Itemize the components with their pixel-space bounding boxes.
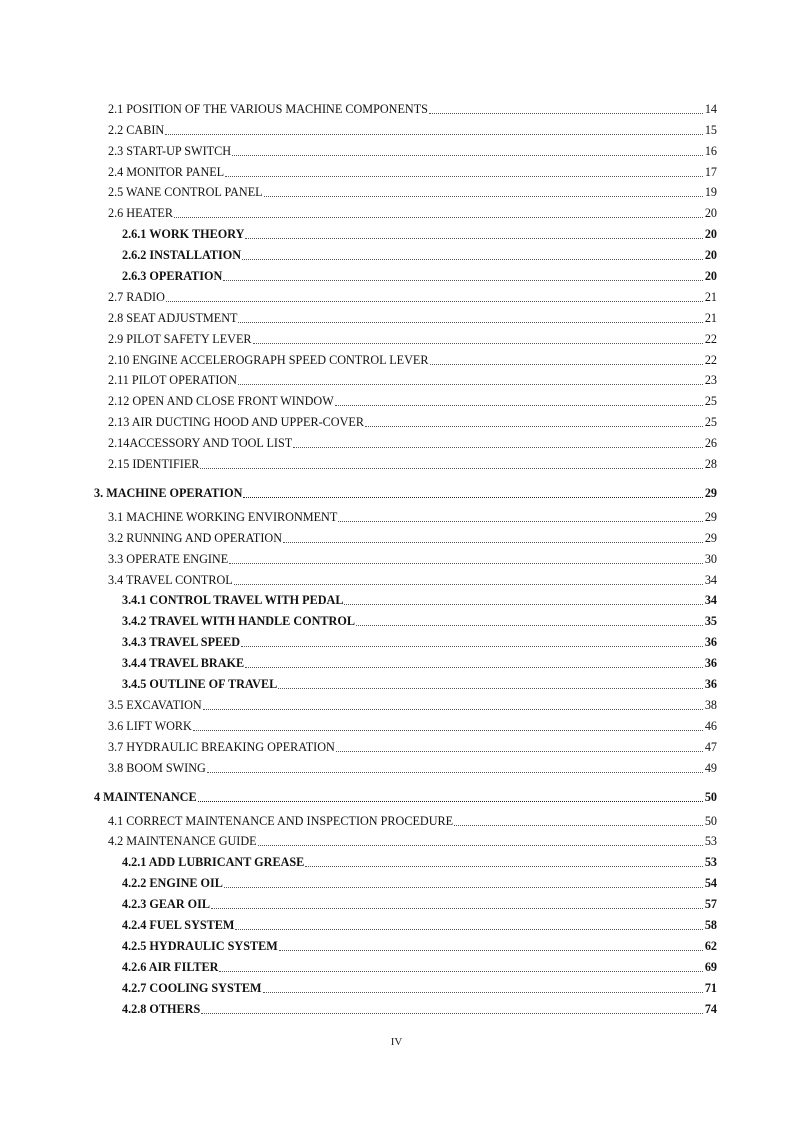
toc-entry-title: 4 MAINTENANCE xyxy=(94,789,197,804)
toc-entry-page-number: 35 xyxy=(704,614,717,629)
toc-entry-page-number: 58 xyxy=(704,917,717,932)
dot-leader xyxy=(242,259,703,260)
toc-entry-title: 4.2.4 FUEL SYSTEM xyxy=(122,917,235,932)
dot-leader xyxy=(207,772,703,773)
toc-section-entry[interactable] xyxy=(0,713,717,734)
toc-entry-page-number: 19 xyxy=(704,185,717,200)
toc-entry-title: 3.4.2 TRAVEL WITH HANDLE CONTROL xyxy=(122,614,355,629)
toc-entry-page-number: 20 xyxy=(704,269,717,284)
dot-leader xyxy=(234,584,703,585)
toc-section-entry[interactable] xyxy=(0,388,717,409)
toc-entry-title: 3.4.5 OUTLINE OF TRAVEL xyxy=(122,677,278,692)
toc-entry-page-number: 71 xyxy=(704,980,717,995)
toc-entry-title: 3.4 TRAVEL CONTROL xyxy=(108,572,233,587)
toc-entry-page-number: 69 xyxy=(704,959,717,974)
toc-subsection-entry[interactable] xyxy=(0,242,717,263)
toc-entry-title: 2.7 RADIO xyxy=(108,289,165,304)
toc-entry-title: 2.15 IDENTIFIER xyxy=(108,457,200,472)
dot-leader xyxy=(264,196,703,197)
toc-subsection-entry[interactable] xyxy=(0,221,717,242)
dot-leader xyxy=(193,730,703,731)
toc-subsection-entry[interactable] xyxy=(0,650,717,671)
toc-section-entry[interactable] xyxy=(0,96,717,117)
toc-entry-page-number: 53 xyxy=(704,855,717,870)
toc-entry-page-number: 62 xyxy=(704,938,717,953)
toc-entry-title: 4.1 CORRECT MAINTENANCE AND INSPECTION PROCEDURE xyxy=(108,813,454,828)
toc-entry-title: 3. MACHINE OPERATION xyxy=(94,486,243,501)
dot-leader xyxy=(344,604,702,605)
dot-leader xyxy=(238,322,702,323)
toc-entry-page-number: 29 xyxy=(704,530,717,545)
toc-entry-page-number: 17 xyxy=(704,164,717,179)
toc-entry-page-number: 50 xyxy=(704,813,717,828)
toc-entry-page-number: 34 xyxy=(704,593,717,608)
toc-entry-title: 2.13 AIR DUCTING HOOD AND UPPER-COVER xyxy=(108,415,364,430)
dot-leader xyxy=(356,625,703,626)
toc-entry-title: 2.9 PILOT SAFETY LEVER xyxy=(108,331,252,346)
dot-leader xyxy=(305,866,703,867)
page-number: IV xyxy=(390,1036,403,1048)
toc-section-entry[interactable] xyxy=(0,567,717,588)
toc-entry-title: 3.4.1 CONTROL TRAVEL WITH PEDAL xyxy=(122,593,344,608)
dot-leader xyxy=(279,950,703,951)
dot-leader xyxy=(166,301,703,302)
toc-entry-page-number: 20 xyxy=(704,248,717,263)
toc-section-entry[interactable] xyxy=(0,347,717,368)
toc-entry-title: 3.7 HYDRAULIC BREAKING OPERATION xyxy=(108,739,335,754)
toc-section-entry[interactable] xyxy=(0,368,717,389)
toc-section-entry[interactable] xyxy=(0,692,717,713)
toc-section-entry[interactable] xyxy=(0,829,717,850)
toc-section-entry[interactable] xyxy=(0,284,717,305)
toc-entry-page-number: 38 xyxy=(704,697,717,712)
toc-subsection-entry[interactable] xyxy=(0,912,717,933)
dot-leader xyxy=(336,751,703,752)
toc-entry-title: 3.4.4 TRAVEL BRAKE xyxy=(122,656,245,671)
dot-leader xyxy=(338,521,703,522)
dot-leader xyxy=(283,542,703,543)
dot-leader xyxy=(278,688,703,689)
toc-section-entry[interactable] xyxy=(0,305,717,326)
toc-entry-page-number: 22 xyxy=(704,352,717,367)
toc-section-entry[interactable] xyxy=(0,326,717,347)
dot-leader xyxy=(293,447,703,448)
toc-section-entry[interactable] xyxy=(0,525,717,546)
dot-leader xyxy=(201,1013,703,1014)
toc-entry-title: 4.2.2 ENGINE OIL xyxy=(122,876,223,891)
toc-subsection-entry[interactable] xyxy=(0,608,717,629)
toc-entry-title: 4.2.6 AIR FILTER xyxy=(122,959,219,974)
toc-entry-title: 3.2 RUNNING AND OPERATION xyxy=(108,530,283,545)
toc-entry-title: 2.10 ENGINE ACCELEROGRAPH SPEED CONTROL LEVER xyxy=(108,352,429,367)
toc-entry-title: 4.2.7 COOLING SYSTEM xyxy=(122,980,262,995)
toc-section-entry[interactable] xyxy=(0,117,717,138)
dot-leader xyxy=(429,113,703,114)
toc-entry-title: 2.4 MONITOR PANEL xyxy=(108,164,225,179)
toc-section-entry[interactable] xyxy=(0,200,717,221)
toc-subsection-entry[interactable] xyxy=(0,671,717,692)
toc-entry-page-number: 23 xyxy=(704,373,717,388)
dot-leader xyxy=(223,280,702,281)
dot-leader xyxy=(203,709,703,710)
toc-entry-title: 2.14ACCESSORY AND TOOL LIST xyxy=(108,436,293,451)
toc-subsection-entry[interactable] xyxy=(0,588,717,609)
toc-entry-page-number: 21 xyxy=(704,289,717,304)
dot-leader xyxy=(263,992,703,993)
toc-section-entry[interactable] xyxy=(0,504,717,525)
dot-leader xyxy=(454,825,703,826)
toc-section-entry[interactable] xyxy=(0,180,717,201)
toc-entry-page-number: 57 xyxy=(704,897,717,912)
toc-entry-title: 2.6.2 INSTALLATION xyxy=(122,248,242,263)
toc-entry-page-number: 22 xyxy=(704,331,717,346)
dot-leader xyxy=(200,468,702,469)
toc-entry-title: 3.8 BOOM SWING xyxy=(108,760,206,775)
toc-entry-title: 3.1 MACHINE WORKING ENVIRONMENT xyxy=(108,509,338,524)
toc-chapter-entry[interactable] xyxy=(0,475,717,501)
toc-subsection-entry[interactable] xyxy=(0,870,717,891)
toc-entry-page-number: 29 xyxy=(704,509,717,524)
toc-section-entry[interactable] xyxy=(0,430,717,451)
toc-section-entry[interactable] xyxy=(0,138,717,159)
toc-section-entry[interactable] xyxy=(0,808,717,829)
toc-section-entry[interactable] xyxy=(0,159,717,180)
dot-leader xyxy=(241,646,703,647)
toc-section-entry[interactable] xyxy=(0,755,717,776)
toc-entry-page-number: 36 xyxy=(704,656,717,671)
dot-leader xyxy=(245,667,703,668)
toc-section-entry[interactable] xyxy=(0,409,717,430)
dot-leader xyxy=(245,238,702,239)
dot-leader xyxy=(258,845,703,846)
toc-entry-page-number: 47 xyxy=(704,739,717,754)
dot-leader xyxy=(253,343,703,344)
dot-leader xyxy=(430,364,703,365)
toc-entry-title: 4.2 MAINTENANCE GUIDE xyxy=(108,834,257,849)
toc-entry-title: 4.2.8 OTHERS xyxy=(122,1001,201,1016)
dot-leader xyxy=(165,134,703,135)
toc-section-entry[interactable] xyxy=(0,546,717,567)
toc-subsection-entry[interactable] xyxy=(0,263,717,284)
toc-entry-page-number: 25 xyxy=(704,415,717,430)
toc-entry-title: 4.2.5 HYDRAULIC SYSTEM xyxy=(122,938,278,953)
toc-entry-page-number: 26 xyxy=(704,436,717,451)
toc-entry-page-number: 36 xyxy=(704,677,717,692)
toc-entry-title: 2.12 OPEN AND CLOSE FRONT WINDOW xyxy=(108,394,334,409)
dot-leader xyxy=(229,563,703,564)
toc-entry-page-number: 49 xyxy=(704,760,717,775)
toc-entry-title: 3.5 EXCAVATION xyxy=(108,697,202,712)
toc-entry-page-number: 53 xyxy=(704,834,717,849)
toc-section-entry[interactable] xyxy=(0,451,717,472)
toc-entry-title: 2.6.1 WORK THEORY xyxy=(122,227,245,242)
toc-entry-title: 4.2.1 ADD LUBRICANT GREASE xyxy=(122,855,305,870)
toc-entry-title: 2.11 PILOT OPERATION xyxy=(108,373,237,388)
dot-leader xyxy=(335,405,703,406)
toc-entry-title: 2.6 HEATER xyxy=(108,206,173,221)
dot-leader xyxy=(219,971,702,972)
dot-leader xyxy=(232,155,703,156)
toc-subsection-entry[interactable] xyxy=(0,996,717,1017)
toc-entry-page-number: 30 xyxy=(704,551,717,566)
dot-leader xyxy=(225,176,703,177)
toc-entry-page-number: 21 xyxy=(704,310,717,325)
toc-entry-title: 3.3 OPERATE ENGINE xyxy=(108,551,229,566)
toc-entry-title: 2.8 SEAT ADJUSTMENT xyxy=(108,310,238,325)
toc-entry-title: 2.5 WANE CONTROL PANEL xyxy=(108,185,263,200)
toc-entry-title: 3.6 LIFT WORK xyxy=(108,718,192,733)
toc-entry-page-number: 20 xyxy=(704,206,717,221)
toc-chapter-entry[interactable] xyxy=(0,779,717,805)
toc-entry-page-number: 15 xyxy=(704,122,717,137)
toc-entry-page-number: 20 xyxy=(704,227,717,242)
toc-entry-title: 4.2.3 GEAR OIL xyxy=(122,897,211,912)
toc-entry-page-number: 28 xyxy=(704,457,717,472)
toc-entry-page-number: 46 xyxy=(704,718,717,733)
toc-section-entry[interactable] xyxy=(0,734,717,755)
toc-entry-title: 3.4.3 TRAVEL SPEED xyxy=(122,635,241,650)
table-of-contents xyxy=(0,96,793,1017)
toc-entry-page-number: 54 xyxy=(704,876,717,891)
dot-leader xyxy=(224,887,703,888)
toc-subsection-entry[interactable] xyxy=(0,629,717,650)
dot-leader xyxy=(198,801,703,802)
dot-leader xyxy=(211,908,703,909)
toc-subsection-entry[interactable] xyxy=(0,933,717,954)
toc-entry-title: 2.6.3 OPERATION xyxy=(122,269,223,284)
toc-entry-title: 2.2 CABIN xyxy=(108,122,165,137)
toc-entry-page-number: 29 xyxy=(704,486,717,501)
dot-leader xyxy=(235,929,702,930)
dot-leader xyxy=(243,497,702,498)
toc-subsection-entry[interactable] xyxy=(0,954,717,975)
toc-entry-title: 2.1 POSITION OF THE VARIOUS MACHINE COMPONENTS xyxy=(108,101,428,116)
toc-entry-page-number: 14 xyxy=(704,101,717,116)
dot-leader xyxy=(174,217,703,218)
toc-subsection-entry[interactable] xyxy=(0,849,717,870)
toc-subsection-entry[interactable] xyxy=(0,975,717,996)
toc-subsection-entry[interactable] xyxy=(0,891,717,912)
toc-entry-page-number: 74 xyxy=(704,1001,717,1016)
toc-entry-page-number: 36 xyxy=(704,635,717,650)
dot-leader xyxy=(365,426,703,427)
toc-entry-page-number: 16 xyxy=(704,143,717,158)
toc-entry-page-number: 50 xyxy=(704,789,717,804)
toc-entry-title: 2.3 START-UP SWITCH xyxy=(108,143,231,158)
toc-entry-page-number: 25 xyxy=(704,394,717,409)
toc-entry-page-number: 34 xyxy=(704,572,717,587)
dot-leader xyxy=(238,384,703,385)
